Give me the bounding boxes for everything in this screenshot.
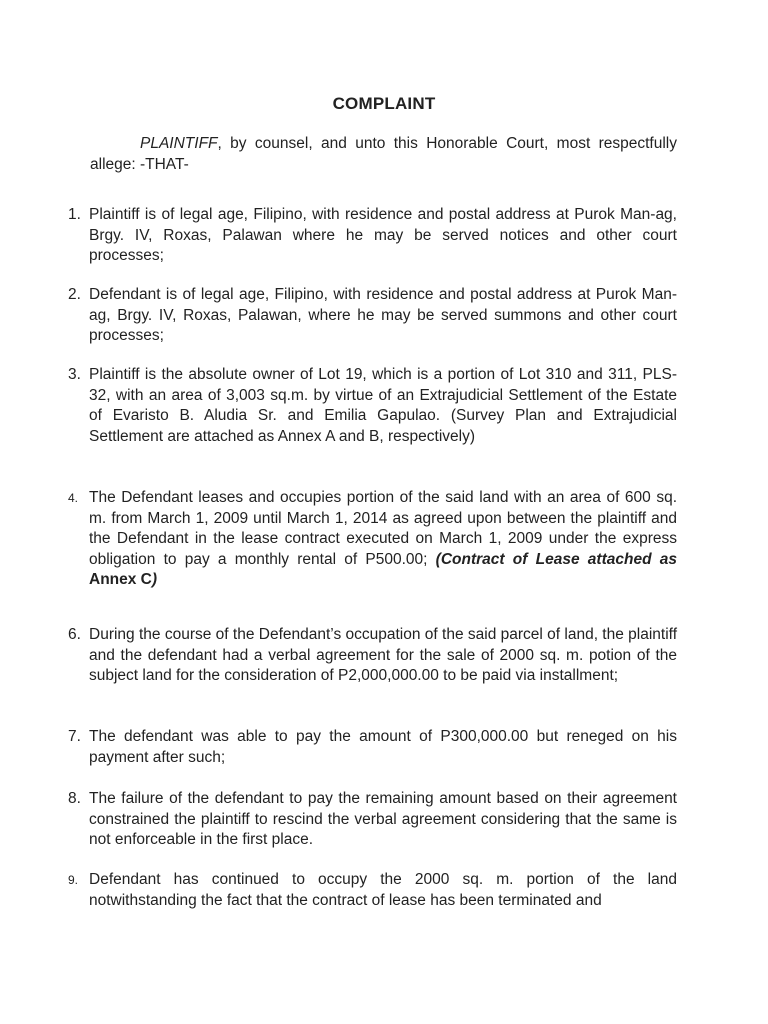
paragraph-1 — [68, 205, 677, 267]
paragraph-number: 1. — [68, 206, 81, 223]
paragraph-3 — [68, 365, 677, 447]
paragraph-9 — [68, 870, 677, 911]
paragraph-number: 9. — [68, 873, 79, 887]
intro-lead: PLAINTIFF — [140, 135, 218, 152]
paragraph-number: 8. — [68, 790, 81, 807]
paragraph-4 — [68, 488, 677, 591]
paragraph-7 — [68, 727, 677, 768]
intro-rest: , by counsel, and unto this Honorable Court, most respectfully allege: -THAT- — [90, 135, 677, 173]
annex-prefix: (Contract of Lease attached as — [435, 550, 677, 568]
paragraph-2 — [68, 285, 677, 347]
paragraph-text: The defendant was able to pay the amount of P300,000.00 but reneged on his payment after such; — [89, 728, 677, 766]
paragraph-number: 3. — [68, 366, 81, 383]
paragraph-text: Plaintiff is of legal age, Filipino, with residence and postal address at Purok Man-ag, Brgy. IV, Roxas, Palawan where he may be served notices and other court processes; — [89, 206, 677, 265]
paragraph-number: 7. — [68, 728, 81, 745]
paragraph-text: Defendant is of legal age, Filipino, with residence and postal address at Purok Man-ag, Brgy. IV, Roxas, Palawan, where he may be served summons and other court processes; — [89, 286, 677, 345]
paragraph-number: 2. — [68, 286, 81, 303]
intro-paragraph — [90, 134, 677, 175]
paragraph-number: 6. — [68, 626, 81, 643]
annex-label: Annex C — [89, 571, 152, 589]
paragraph-text: The failure of the defendant to pay the remaining amount based on their agreement constrained the plaintiff to rescind the verbal agreement considering that the same is not enforceable in the first place. — [89, 790, 677, 849]
paragraph-number: 4. — [68, 491, 79, 505]
paragraph-8 — [68, 789, 677, 851]
paragraph-text: Defendant has continued to occupy the 2000 sq. m. portion of the land notwithstanding the fact that the contract of lease has been terminated and — [89, 871, 677, 909]
paragraph-text: During the course of the Defendant’s occupation of the said parcel of land, the plaintiff and the defendant had a verbal agreement for the sale of 2000 sq. m. potion of the subject land for the consideration of P2,000,000.00 to be paid via installment; — [89, 626, 677, 685]
paragraph-6 — [68, 625, 677, 687]
annex-suffix: ) — [151, 571, 158, 589]
document-title: COMPLAINT — [332, 94, 436, 113]
paragraph-text: Plaintiff is the absolute owner of Lot 19, which is a portion of Lot 310 and 311, PLS-32, with an area of 3,003 sq.m. by virtue of an Extrajudicial Settlement of the Estate of Evaristo B. Aludia Sr. and Emilia Gapulao. (Survey Plan and Extrajudicial Settlement are attached as Annex A and B, respectively) — [89, 366, 677, 445]
paragraph-text: The Defendant leases and occupies portion of the said land with an area of 600 sq. m. from March 1, 2009 until March 1, 2014 as agreed upon between the plaintiff and the Defendant in the lease contract executed on March 1, 2009 under the express obligation to pay a monthly rental of P500.00; — [89, 489, 677, 568]
